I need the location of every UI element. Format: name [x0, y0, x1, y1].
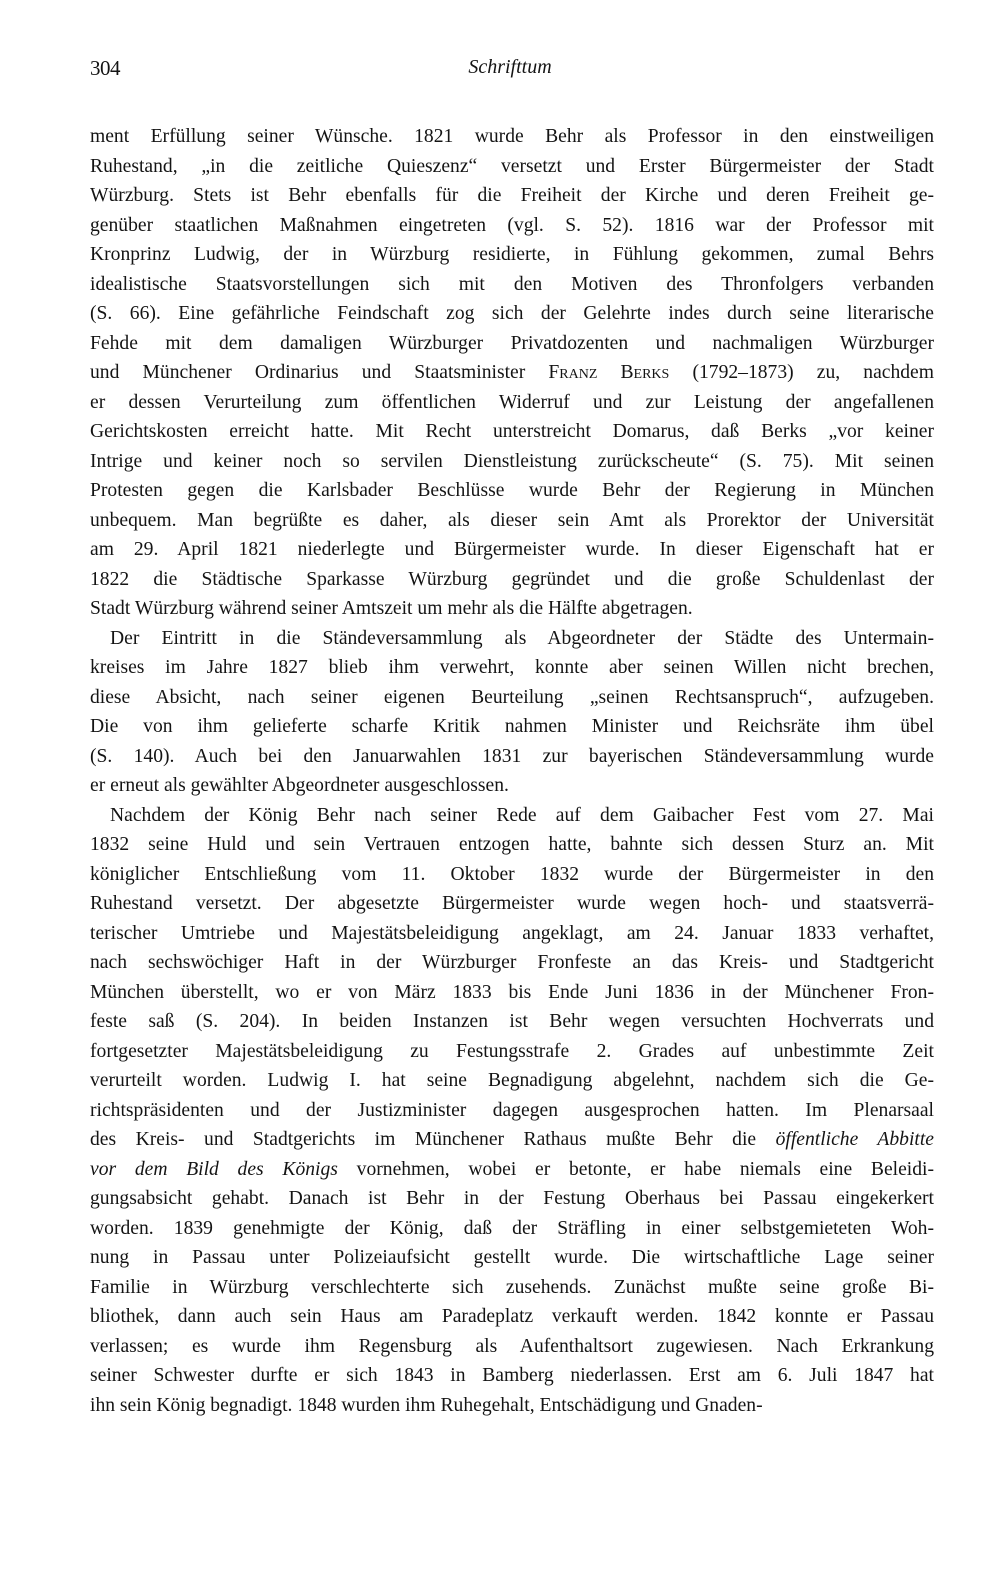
text-line: Fehde mit dem damaligen Würzburger Privatdozenten und nachmaligen Würzburger	[90, 332, 934, 354]
text-line: königlicher Entschließung vom 11. Oktober 1832 wurde der Bürgermeister in den	[90, 863, 934, 885]
text-line: verlassen; es wurde ihm Regensburg als Aufenthaltsort zugewiesen. Nach Erkrankung	[90, 1335, 934, 1357]
text-segment: (1792–1873) zu, nachdem	[669, 362, 934, 383]
text-segment: vornehmen, wobei er betonte, er habe niemals eine Beleidi-	[337, 1158, 934, 1180]
body-text	[90, 122, 934, 1420]
text-line: terischer Umtriebe und Majestätsbeleidigung angeklagt, am 24. Januar 1833 verhaftet,	[90, 922, 934, 944]
text-line: München überstellt, wo er von März 1833 bis Ende Juni 1836 in der Münchener Fron-	[90, 981, 934, 1003]
text-line: worden. 1839 genehmigte der König, daß der Sträfling in einer selbstgemieteten Woh-	[90, 1217, 934, 1239]
text-line: nach sechswöchiger Haft in der Würzburger Fronfeste an das Kreis- und Stadtgericht	[90, 952, 934, 973]
text-line: ment Erfüllung seiner Wünsche. 1821 wurde Behr als Professor in den einstweiligen	[90, 126, 934, 147]
text-line: 1832 seine Huld und sein Vertrauen entzogen hatte, bahnte sich dessen Sturz an. Mit	[90, 834, 934, 855]
text-line: Familie in Würzburg verschlechterte sich zusehends. Zunächst mußte seine große Bi-	[90, 1276, 934, 1298]
text-line: richtspräsidenten und der Justizminister dagegen ausgesprochen hatten. Im Plenarsaal	[90, 1099, 934, 1121]
text-line: am 29. April 1821 niederlegte und Bürgermeister wurde. In dieser Eigenschaft hat er	[90, 539, 934, 560]
text-line: Die von ihm gelieferte scharfe Kritik nahmen Minister und Reichsräte ihm übel	[90, 716, 934, 737]
text-line: feste saß (S. 204). In beiden Instanzen ist Behr wegen versuchten Hochverrats und	[90, 1011, 934, 1032]
text-line	[90, 1125, 934, 1155]
paragraph	[90, 122, 934, 624]
text-line: Nachdem der König Behr nach seiner Rede auf dem Gaibacher Fest vom 27. Mai	[110, 804, 934, 826]
text-line: Würzburg. Stets ist Behr ebenfalls für die Freiheit der Kirche und deren Freiheit ge-	[90, 185, 934, 206]
text-line: gungsabsicht gehabt. Danach ist Behr in der Festung Oberhaus bei Passau eingekerkert	[90, 1188, 934, 1209]
text-line: fortgesetzter Majestätsbeleidigung zu Festungsstrafe 2. Grades auf unbestimmte Zeit	[90, 1040, 934, 1062]
text-line: genüber staatlichen Maßnahmen eingetreten (vgl. S. 52). 1816 war der Professor mit	[90, 214, 934, 236]
italic-emphasis: öffentliche Abbitte	[775, 1129, 934, 1150]
running-head	[90, 56, 930, 90]
text-line: Protesten gegen die Karlsbader Beschlüsse wurde Behr der Regierung in München	[90, 480, 934, 501]
text-line: Gerichtskosten erreicht hatte. Mit Recht unterstreicht Domarus, daß Berks „vor keiner	[90, 421, 934, 442]
text-line: (S. 140). Auch bei den Januarwahlen 1831 zur bayerischen Ständeversammlung wurde	[90, 745, 934, 767]
text-line: er dessen Verurteilung zum öffentlichen Widerruf und zur Leistung der angefallenen	[90, 391, 934, 413]
text-segment: und Münchener Ordinarius und Staatsminister	[90, 362, 549, 383]
text-line: Ruhestand versetzt. Der abgesetzte Bürgermeister wurde wegen hoch- und staatsverrä-	[90, 893, 934, 914]
text-line: Der Eintritt in die Ständeversammlung als Abgeordneter der Städte des Untermain-	[110, 627, 934, 649]
text-segment: des Kreis- und Stadtgerichts im Münchener Rathaus mußte Behr die	[90, 1129, 776, 1150]
page-number: 304	[90, 56, 120, 80]
italic-emphasis: vor dem Bild des Königs	[90, 1158, 338, 1180]
text-line: diese Absicht, nach seiner eigenen Beurteilung „seinen Rechtsanspruch“, aufzugeben.	[90, 686, 934, 708]
text-line: idealistische Staatsvorstellungen sich mit den Motiven des Thronfolgers verbanden	[90, 273, 934, 295]
text-line: Intrige und keiner noch so servilen Dienstleistung zurückscheute“ (S. 75). Mit seinen	[90, 450, 934, 472]
text-line: verurteilt worden. Ludwig I. hat seine Begnadigung abgelehnt, nachdem sich die Ge-	[90, 1070, 934, 1091]
text-line: er erneut als gewählter Abgeordneter ausgeschlossen.	[90, 775, 509, 796]
text-line: ihn sein König begnadigt. 1848 wurden ihm Ruhegehalt, Entschädigung und Gnaden-	[90, 1394, 763, 1416]
text-line	[90, 358, 934, 388]
text-line: 1822 die Städtische Sparkasse Würzburg gegründet und die große Schuldenlast der	[90, 568, 934, 590]
text-line: Stadt Würzburg während seiner Amtszeit um mehr als die Hälfte abgetragen.	[90, 598, 693, 619]
text-line: (S. 66). Eine gefährliche Feindschaft zog sich der Gelehrte indes durch seine literarische	[90, 303, 934, 324]
text-line: seiner Schwester durfte er sich 1843 in Bamberg niederlassen. Erst am 6. Juli 1847 hat	[90, 1365, 934, 1386]
paragraph	[90, 624, 934, 801]
text-line	[90, 1155, 934, 1185]
running-title: Schrifttum	[468, 56, 552, 78]
paragraph	[90, 801, 934, 1421]
person-name: Franz Berks	[548, 362, 670, 383]
text-line: Ruhestand, „in die zeitliche Quieszenz“ versetzt und Erster Bürgermeister der Stadt	[90, 155, 934, 177]
text-line: kreises im Jahre 1827 blieb ihm verwehrt, konnte aber seinen Willen nicht brechen,	[90, 657, 934, 678]
text-line: Kronprinz Ludwig, der in Würzburg residierte, in Fühlung gekommen, zumal Behrs	[90, 244, 934, 265]
text-line: unbequem. Man begrüßte es daher, als dieser sein Amt als Prorektor der Universität	[90, 509, 934, 531]
text-line: nung in Passau unter Polizeiaufsicht gestellt wurde. Die wirtschaftliche Lage seiner	[90, 1247, 934, 1268]
text-line: bliothek, dann auch sein Haus am Paradeplatz verkauft werden. 1842 konnte er Passau	[90, 1306, 934, 1327]
